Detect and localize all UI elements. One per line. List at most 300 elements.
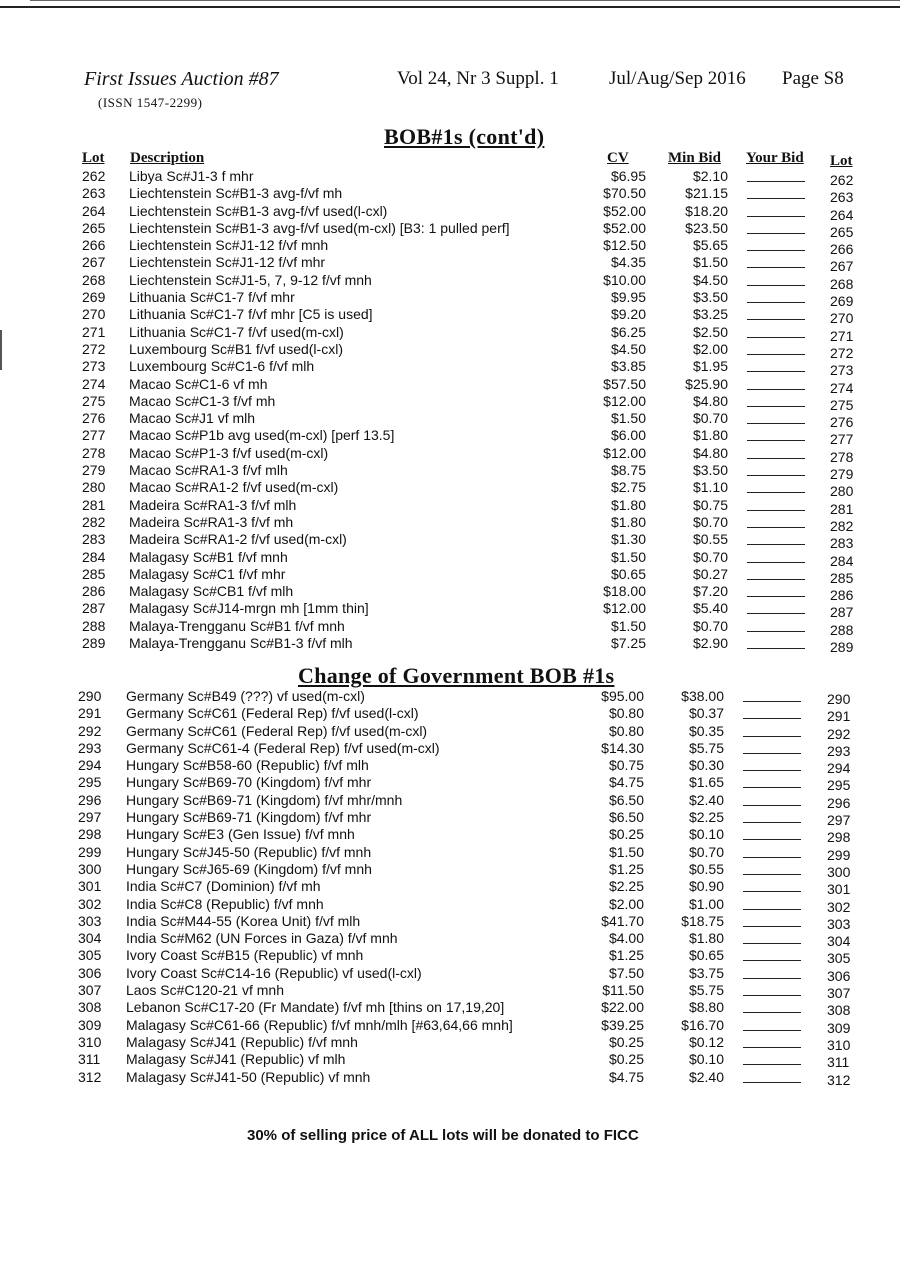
lot-number-right: 285: [830, 569, 854, 586]
lot-description: Macao Sc#J1 vf mlh: [129, 410, 256, 427]
lot-row: [0, 340, 900, 361]
lot-table-change-of-government: [0, 688, 900, 1086]
lot-row: [0, 896, 900, 913]
your-bid-field[interactable]: [743, 839, 801, 840]
auction-title: First Issues Auction #87: [84, 68, 279, 90]
catalog-value: $2.75: [610, 479, 646, 496]
lot-number-right: 287: [830, 604, 854, 621]
lot-description: Madeira Sc#RA1-3 f/vf mlh: [129, 496, 297, 513]
lot-description: Ivory Coast Sc#B15 (Republic) vf mnh: [126, 947, 364, 964]
minimum-bid: $5.75: [688, 982, 724, 999]
minimum-bid: $0.70: [688, 843, 724, 860]
lot-number: 299: [78, 843, 102, 860]
minimum-bid: $38.00: [681, 688, 724, 704]
minimum-bid: $1.10: [692, 479, 728, 496]
lot-number-right: 265: [830, 223, 854, 240]
lot-description: Madeira Sc#RA1-3 f/vf mh: [129, 513, 294, 530]
catalog-value: $4.35: [610, 254, 646, 271]
lot-number-right: 310: [827, 1036, 851, 1053]
your-bid-field[interactable]: [743, 1047, 801, 1048]
your-bid-field[interactable]: [743, 1012, 801, 1013]
minimum-bid: $0.65: [688, 947, 724, 964]
minimum-bid: $0.27: [692, 565, 728, 582]
lot-number: 294: [78, 757, 102, 774]
lot-description: Hungary Sc#B69-71 (Kingdom) f/vf mhr: [126, 809, 372, 826]
lot-number-right: 288: [830, 621, 854, 638]
lot-number-right: 292: [827, 725, 851, 742]
lot-row: [0, 548, 900, 569]
lot-row: [0, 878, 900, 898]
lot-row: [0, 306, 900, 327]
lot-row: [0, 254, 900, 275]
lot-number-right: 262: [830, 172, 854, 188]
lot-description: India Sc#M62 (UN Forces in Gaza) f/vf mnh: [126, 930, 398, 947]
lot-row: [0, 496, 900, 517]
your-bid-field[interactable]: [743, 718, 801, 719]
lot-number-right: 297: [827, 812, 851, 829]
lot-number: 282: [82, 513, 106, 530]
minimum-bid: $25.90: [685, 375, 728, 392]
lot-description: India Sc#C7 (Dominion) f/vf mh: [126, 878, 321, 895]
catalog-value: $11.50: [602, 982, 644, 999]
minimum-bid: $2.40: [688, 1068, 724, 1085]
catalog-value: $4.50: [610, 340, 646, 357]
your-bid-field[interactable]: [747, 302, 805, 303]
minimum-bid: $16.70: [681, 1016, 724, 1033]
column-header-lot: Lot: [82, 150, 105, 166]
lot-number: 291: [78, 705, 102, 722]
lot-number-right: 312: [827, 1071, 851, 1088]
lot-description: Malagasy Sc#J41-50 (Republic) vf mnh: [126, 1068, 371, 1085]
lot-row: [0, 462, 900, 483]
lot-description: Malagasy Sc#J14-mrgn mh [1mm thin]: [129, 600, 369, 617]
catalog-value: $18.00: [603, 583, 646, 600]
minimum-bid: $4.50: [692, 271, 728, 288]
lot-number-right: 267: [830, 258, 854, 275]
minimum-bid: $1.50: [692, 254, 728, 271]
your-bid-field[interactable]: [743, 701, 801, 702]
lot-number: 308: [78, 999, 102, 1016]
lot-row: [0, 757, 900, 777]
your-bid-field[interactable]: [743, 909, 801, 910]
your-bid-field[interactable]: [747, 250, 805, 251]
lot-number: 278: [82, 444, 106, 461]
lot-row: [0, 392, 900, 413]
your-bid-field[interactable]: [747, 267, 805, 268]
catalog-value: $9.95: [610, 289, 646, 306]
lot-number-right: 283: [830, 535, 854, 552]
minimum-bid: $0.70: [692, 410, 728, 427]
catalog-value: $1.30: [610, 531, 646, 548]
lot-description: India Sc#M44-55 (Korea Unit) f/vf mlh: [126, 912, 361, 929]
your-bid-field[interactable]: [743, 995, 801, 996]
lot-row: [0, 565, 900, 586]
lot-row: [0, 358, 900, 379]
lot-description: Lithuania Sc#C1-7 f/vf mhr [C5 is used]: [129, 306, 373, 323]
lot-row: [0, 723, 900, 740]
minimum-bid: $8.80: [688, 999, 724, 1016]
your-bid-field[interactable]: [743, 736, 801, 737]
minimum-bid: $2.10: [692, 168, 728, 184]
lot-row: [0, 774, 900, 794]
catalog-value: $12.50: [603, 237, 646, 254]
lot-number: 280: [82, 479, 106, 496]
lot-row: [0, 688, 900, 705]
lot-number-right: 302: [827, 898, 851, 915]
minimum-bid: $0.90: [688, 878, 724, 895]
lot-number-right: 271: [830, 327, 854, 344]
your-bid-field[interactable]: [743, 770, 801, 771]
page-number: Page S8: [782, 68, 844, 89]
lot-description: Liechtenstein Sc#B1-3 avg-f/vf used(m-cxl) [B3: 1 pulled perf]: [129, 219, 510, 236]
lot-row: [0, 965, 900, 982]
your-bid-field[interactable]: [747, 492, 805, 493]
lot-number: 269: [82, 289, 106, 306]
lot-number: 286: [82, 583, 106, 600]
catalog-value: $1.80: [610, 496, 646, 513]
lot-number-right: 269: [830, 293, 854, 310]
your-bid-field[interactable]: [743, 753, 801, 754]
lot-description: Germany Sc#C61 (Federal Rep) f/vf used(m-cxl): [126, 722, 428, 739]
your-bid-field[interactable]: [743, 1064, 801, 1065]
minimum-bid: $0.10: [688, 826, 724, 843]
lot-row: [0, 930, 900, 950]
lot-number-right: 305: [827, 950, 851, 967]
lot-number: 306: [78, 964, 102, 981]
volume-label: Vol 24, Nr 3 Suppl. 1: [397, 68, 559, 89]
lot-description: Liechtenstein Sc#J1-5, 7, 9-12 f/vf mnh: [129, 271, 372, 288]
lot-row: [0, 705, 900, 725]
your-bid-field[interactable]: [747, 440, 805, 441]
your-bid-field[interactable]: [747, 458, 805, 459]
lot-number-right: 281: [830, 500, 854, 517]
lot-number: 296: [78, 791, 102, 808]
lot-description: Malagasy Sc#B1 f/vf mnh: [129, 548, 288, 565]
lot-description: Hungary Sc#B69-71 (Kingdom) f/vf mhr/mnh: [126, 791, 403, 808]
minimum-bid: $1.00: [688, 895, 724, 912]
your-bid-field[interactable]: [747, 527, 805, 528]
lot-row: [0, 479, 900, 500]
lot-row: [0, 913, 900, 930]
your-bid-field[interactable]: [743, 943, 801, 944]
catalog-value: $6.50: [608, 809, 644, 826]
catalog-value: $12.00: [603, 600, 646, 617]
lot-number-right: 296: [827, 794, 851, 811]
column-header-your-bid: Your Bid: [746, 150, 804, 166]
your-bid-field[interactable]: [747, 319, 805, 320]
lot-number-right: 286: [830, 587, 854, 604]
issue-date: Jul/Aug/Sep 2016: [609, 68, 746, 89]
catalog-value: $6.00: [610, 427, 646, 444]
catalog-value: $10.00: [603, 271, 646, 288]
minimum-bid: $0.30: [688, 757, 724, 774]
lot-number: 267: [82, 254, 106, 271]
catalog-value: $52.00: [603, 219, 646, 236]
lot-number-right: 306: [827, 967, 851, 984]
your-bid-field[interactable]: [747, 579, 805, 580]
lot-description: Hungary Sc#J45-50 (Republic) f/vf mnh: [126, 843, 372, 860]
lot-number: 300: [78, 860, 102, 877]
catalog-value: $0.80: [608, 705, 644, 722]
lot-number-right: 300: [827, 863, 851, 880]
catalog-value: $0.80: [608, 722, 644, 739]
your-bid-field[interactable]: [743, 787, 801, 788]
lot-number: 279: [82, 462, 106, 479]
minimum-bid: $1.80: [688, 930, 724, 947]
your-bid-field[interactable]: [747, 475, 805, 476]
lot-row: [0, 185, 900, 206]
lot-number-right: 263: [830, 189, 854, 206]
lot-row: [0, 982, 900, 1002]
page-top-rule: [0, 6, 900, 8]
lot-description: Lithuania Sc#C1-7 f/vf mhr: [129, 289, 295, 306]
lot-number: 273: [82, 358, 106, 375]
your-bid-field[interactable]: [747, 510, 805, 511]
your-bid-field[interactable]: [747, 596, 805, 597]
minimum-bid: $1.65: [688, 774, 724, 791]
your-bid-field[interactable]: [743, 960, 801, 961]
your-bid-field[interactable]: [747, 648, 805, 649]
your-bid-field[interactable]: [747, 233, 805, 234]
minimum-bid: $18.20: [685, 202, 728, 219]
lot-number-right: 293: [827, 742, 851, 759]
lot-number-right: 279: [830, 466, 854, 483]
lot-row: [0, 289, 900, 310]
catalog-value: $6.95: [610, 168, 646, 184]
lot-number: 288: [82, 617, 106, 634]
lot-description: Malagasy Sc#CB1 f/vf mlh: [129, 583, 294, 600]
lot-description: Macao Sc#C1-3 f/vf mh: [129, 392, 276, 409]
catalog-value: $7.50: [608, 964, 644, 981]
lot-row: [0, 271, 900, 292]
lot-number: 271: [82, 323, 106, 340]
catalog-value: $0.25: [608, 1051, 644, 1068]
minimum-bid: $0.70: [692, 548, 728, 565]
catalog-value: $9.20: [610, 306, 646, 323]
your-bid-field[interactable]: [747, 406, 805, 407]
catalog-value: $1.80: [610, 513, 646, 530]
minimum-bid: $3.25: [692, 306, 728, 323]
your-bid-field[interactable]: [743, 1082, 801, 1083]
your-bid-field[interactable]: [747, 389, 805, 390]
minimum-bid: $0.55: [692, 531, 728, 548]
lot-row: [0, 1051, 900, 1071]
lot-number-right: 290: [827, 691, 851, 707]
lot-description: Luxembourg Sc#B1 f/vf used(l-cxl): [129, 340, 343, 357]
lot-description: Malaya-Trengganu Sc#B1-3 f/vf mlh: [129, 635, 353, 652]
your-bid-field[interactable]: [743, 978, 801, 979]
column-header-cv: CV: [607, 150, 629, 166]
lot-row: [0, 740, 900, 757]
your-bid-field[interactable]: [743, 874, 801, 875]
your-bid-field[interactable]: [743, 926, 801, 927]
your-bid-field[interactable]: [747, 354, 805, 355]
catalog-value: $14.30: [601, 739, 644, 756]
lot-row: [0, 202, 900, 223]
minimum-bid: $0.12: [688, 1033, 724, 1050]
lot-number: 284: [82, 548, 106, 565]
lot-number-right: 280: [830, 483, 854, 500]
lot-number: 275: [82, 392, 106, 409]
column-header-lot-right: Lot: [830, 153, 853, 169]
lot-number: 272: [82, 340, 106, 357]
lot-number: 301: [78, 878, 102, 895]
lot-description: Macao Sc#P1-3 f/vf used(m-cxl): [129, 444, 329, 461]
catalog-value: $12.00: [603, 444, 646, 461]
minimum-bid: $7.20: [692, 583, 728, 600]
minimum-bid: $4.80: [692, 392, 728, 409]
lot-number: 264: [82, 202, 106, 219]
minimum-bid: $3.75: [688, 964, 724, 981]
minimum-bid: $4.80: [692, 444, 728, 461]
lot-number-right: 268: [830, 275, 854, 292]
minimum-bid: $2.90: [692, 635, 728, 652]
your-bid-field[interactable]: [747, 562, 805, 563]
section-title-bob1s: BOB#1s (cont'd): [384, 124, 545, 149]
catalog-value: $3.85: [610, 358, 646, 375]
lot-number: 311: [78, 1051, 101, 1068]
lot-row: [0, 1069, 900, 1086]
lot-number: 298: [78, 826, 102, 843]
lot-number: 295: [78, 774, 102, 791]
lot-description: Liechtenstein Sc#B1-3 avg-f/vf used(l-cxl): [129, 202, 388, 219]
lot-description: Germany Sc#C61-4 (Federal Rep) f/vf used(m-cxl): [126, 739, 440, 756]
lot-number: 262: [82, 168, 106, 184]
lot-description: Luxembourg Sc#C1-6 f/vf mlh: [129, 358, 315, 375]
lot-description: Malagasy Sc#J41 (Republic) f/vf mnh: [126, 1033, 358, 1050]
lot-number: 293: [78, 739, 102, 756]
lot-row: [0, 792, 900, 809]
lot-description: Lebanon Sc#C17-20 (Fr Mandate) f/vf mh [thins on 17,19,20]: [126, 999, 505, 1016]
scan-artifact-line: [30, 0, 900, 1]
minimum-bid: $2.25: [688, 809, 724, 826]
lot-number: 263: [82, 185, 106, 202]
minimum-bid: $21.15: [685, 185, 728, 202]
lot-number-right: 294: [827, 760, 851, 777]
your-bid-field[interactable]: [747, 423, 805, 424]
lot-number: 297: [78, 809, 102, 826]
minimum-bid: $0.70: [692, 513, 728, 530]
your-bid-field[interactable]: [747, 613, 805, 614]
minimum-bid: $18.75: [681, 912, 724, 929]
lot-number: 283: [82, 531, 106, 548]
lot-number-right: 272: [830, 344, 854, 361]
lot-number: 310: [78, 1033, 102, 1050]
your-bid-field[interactable]: [747, 337, 805, 338]
your-bid-field[interactable]: [747, 631, 805, 632]
lot-number-right: 277: [830, 431, 854, 448]
your-bid-field[interactable]: [747, 285, 805, 286]
lot-number: 312: [78, 1068, 102, 1085]
lot-number-right: 303: [827, 915, 851, 932]
minimum-bid: $0.10: [688, 1051, 724, 1068]
catalog-value: $52.00: [603, 202, 646, 219]
lot-number: 276: [82, 410, 106, 427]
lot-number-right: 298: [827, 829, 851, 846]
lot-row: [0, 617, 900, 638]
lot-description: Liechtenstein Sc#J1-12 f/vf mhr: [129, 254, 326, 271]
lot-number: 287: [82, 600, 106, 617]
catalog-value: $4.00: [608, 930, 644, 947]
minimum-bid: $2.40: [688, 791, 724, 808]
minimum-bid: $0.70: [692, 617, 728, 634]
lot-row: [0, 237, 900, 258]
lot-row: [0, 947, 900, 967]
lot-number-right: 266: [830, 241, 854, 258]
lot-number-right: 304: [827, 933, 851, 950]
minimum-bid: $1.95: [692, 358, 728, 375]
catalog-value: $39.25: [601, 1016, 644, 1033]
lot-row: [0, 513, 900, 534]
lot-row: [0, 1034, 900, 1051]
lot-number-right: 264: [830, 206, 854, 223]
lot-number: 277: [82, 427, 106, 444]
lot-number: 290: [78, 688, 102, 704]
minimum-bid: $0.37: [688, 705, 724, 722]
lot-description: Ivory Coast Sc#C14-16 (Republic) vf used(l-cxl): [126, 964, 422, 981]
catalog-value: $0.25: [608, 826, 644, 843]
lot-number-right: 299: [827, 846, 851, 863]
minimum-bid: $3.50: [692, 462, 728, 479]
minimum-bid: $0.55: [688, 860, 724, 877]
lot-number: 270: [82, 306, 106, 323]
lot-description: Macao Sc#P1b avg used(m-cxl) [perf 13.5]: [129, 427, 395, 444]
catalog-value: $70.50: [603, 185, 646, 202]
lot-row: [0, 826, 900, 846]
lot-description: Madeira Sc#RA1-2 f/vf used(m-cxl): [129, 531, 347, 548]
your-bid-field[interactable]: [743, 822, 801, 823]
your-bid-field[interactable]: [743, 857, 801, 858]
lot-number: 265: [82, 219, 106, 236]
column-header-min-bid: Min Bid: [668, 150, 721, 166]
catalog-value: $2.25: [608, 878, 644, 895]
lot-number: 281: [82, 496, 106, 513]
lot-description: Malagasy Sc#J41 (Republic) vf mlh: [126, 1051, 346, 1068]
your-bid-field[interactable]: [747, 198, 805, 199]
section-title-change-of-government: Change of Government BOB #1s: [298, 663, 615, 688]
lot-number-right: 270: [830, 310, 854, 327]
your-bid-field[interactable]: [743, 1030, 801, 1031]
catalog-value: $1.50: [610, 617, 646, 634]
lot-number: 305: [78, 947, 102, 964]
donation-note: 30% of selling price of ALL lots will be donated to FICC: [247, 1127, 639, 1144]
lot-number-right: 276: [830, 414, 854, 431]
minimum-bid: $2.50: [692, 323, 728, 340]
lot-row: [0, 600, 900, 621]
lot-description: Lithuania Sc#C1-7 f/vf used(m-cxl): [129, 323, 344, 340]
lot-table-bob1s: [0, 168, 900, 656]
catalog-value: $7.25: [610, 635, 646, 652]
your-bid-field[interactable]: [747, 181, 805, 182]
lot-number: 289: [82, 635, 106, 652]
minimum-bid: $5.75: [688, 739, 724, 756]
your-bid-field[interactable]: [747, 216, 805, 217]
lot-description: India Sc#C8 (Republic) f/vf mnh: [126, 895, 324, 912]
lot-number: 292: [78, 722, 102, 739]
your-bid-field[interactable]: [743, 891, 801, 892]
catalog-value: $1.25: [608, 860, 644, 877]
your-bid-field[interactable]: [747, 544, 805, 545]
lot-description: Germany Sc#B49 (???) vf used(m-cxl): [126, 688, 365, 704]
lot-number-right: 309: [827, 1019, 851, 1036]
lot-number-right: 274: [830, 379, 854, 396]
catalog-value: $4.75: [608, 774, 644, 791]
lot-number: 302: [78, 895, 102, 912]
minimum-bid: $23.50: [685, 219, 728, 236]
your-bid-field[interactable]: [743, 805, 801, 806]
your-bid-field[interactable]: [747, 371, 805, 372]
lot-description: Liechtenstein Sc#J1-12 f/vf mnh: [129, 237, 329, 254]
